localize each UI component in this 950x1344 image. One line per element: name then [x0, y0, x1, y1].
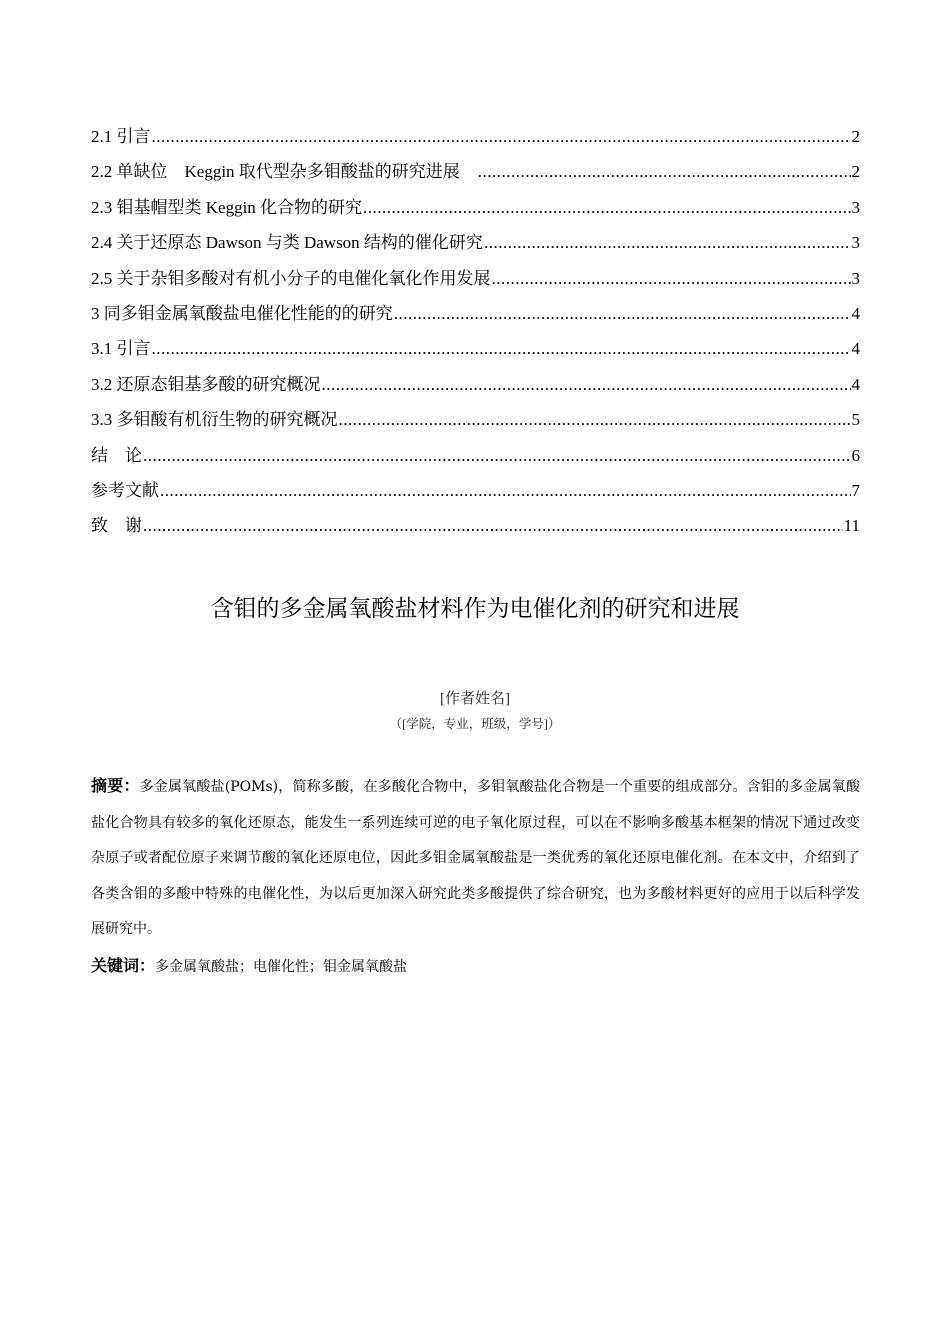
toc-entry-title: 3.1 引言 [91, 339, 151, 359]
toc-entry-page: 3 [851, 197, 860, 217]
abstract-text: 多金属氧酸盐(POMs)，简称多酸，在多酸化合物中，多钼氧酸盐化合物是一个重要的组成部分。含钼的多金属氧酸盐化合物具有较多的氧化还原态，能发生一系列连续可逆的电子氧化原过程，可以在不影响多酸基本框架的情况下通过改变杂原子或者配位原子来调节酸的氧化还原电位，因此多钼金属氧酸盐是一类优秀的氧化还原电催化剂。在本文中，介绍到了各类含钼的多酸中特殊的电催化性，为以后更加深入研究此类多酸提供了综合研究，也为多酸材料更好的应用于以后科学发展研究中。 [91, 779, 860, 937]
toc-leader [363, 195, 850, 221]
toc-entry-title: 3.2 还原态钼基多酸的研究概况 [91, 374, 321, 394]
toc-leader [394, 301, 851, 327]
keywords-label: 关键词： [91, 956, 156, 975]
toc-entry[interactable] [91, 195, 860, 230]
toc-leader [152, 336, 851, 362]
toc-entry-page: 5 [851, 410, 860, 430]
toc-entry[interactable] [91, 301, 860, 336]
toc-entry[interactable] [91, 443, 860, 478]
toc-leader [322, 372, 851, 398]
toc-entry-page: 2 [851, 127, 860, 146]
abstract [91, 768, 860, 948]
toc-entry[interactable] [91, 372, 860, 407]
keywords [91, 952, 860, 981]
toc-entry[interactable] [91, 513, 860, 548]
toc-entry[interactable] [91, 407, 860, 442]
toc-entry-title: 2.1 引言 [91, 127, 151, 146]
toc-entry-title: 致 谢 [91, 516, 142, 536]
table-of-contents [91, 124, 860, 549]
toc-entry-page: 3 [851, 233, 860, 253]
toc-entry[interactable] [91, 230, 860, 265]
toc-entry-title: 结 论 [91, 445, 142, 465]
toc-leader [152, 124, 851, 150]
toc-entry-title: 2.5 关于杂钼多酸对有机小分子的电催化氧化作用发展 [91, 268, 491, 288]
toc-entry-page: 11 [843, 516, 860, 536]
toc-entry-title: 3 同多钼金属氧酸盐电催化性能的的研究 [91, 303, 393, 323]
toc-leader [160, 478, 851, 504]
toc-leader [492, 266, 851, 292]
toc-entry-page: 4 [851, 339, 860, 359]
abstract-label: 摘要： [91, 776, 140, 795]
author-affiliation: （[学院，专业，班级，学号]） [389, 717, 561, 731]
toc-entry-title: 2.3 钼基帽型类 Keggin 化合物的研究 [91, 197, 363, 217]
toc-entry-page: 2 [851, 162, 860, 182]
document-title: 含钼的多金属氧酸盐材料作为电催化剂的研究和进展 [210, 596, 740, 622]
toc-leader [478, 159, 851, 185]
toc-entry-page: 6 [851, 445, 860, 465]
toc-leader [484, 230, 851, 256]
keywords-text: 多金属氧酸盐；电催化性；钼金属氧酸盐 [155, 959, 408, 975]
toc-entry[interactable] [91, 336, 860, 371]
toc-entry-title: 2.4 关于还原态 Dawson 与类 Dawson 结构的催化研究 [91, 233, 483, 253]
toc-entry-page: 4 [851, 374, 860, 394]
toc-entry[interactable] [91, 478, 860, 513]
toc-entry[interactable] [91, 266, 860, 301]
toc-entry[interactable] [91, 159, 860, 194]
toc-leader [339, 407, 851, 433]
toc-entry-title: 参考文献 [91, 480, 159, 500]
toc-entry-title: 2.2 单缺位 Keggin 取代型杂多钼酸盐的研究进展 [91, 162, 477, 182]
toc-entry[interactable] [91, 124, 860, 159]
toc-entry-page: 3 [851, 268, 860, 288]
toc-leader [143, 443, 851, 469]
toc-leader [143, 513, 843, 539]
toc-entry-title: 3.3 多钼酸有机衍生物的研究概况 [91, 410, 338, 430]
author-name: [作者姓名] [440, 691, 510, 707]
toc-entry-page: 7 [851, 480, 860, 500]
toc-entry-page: 4 [851, 303, 860, 323]
